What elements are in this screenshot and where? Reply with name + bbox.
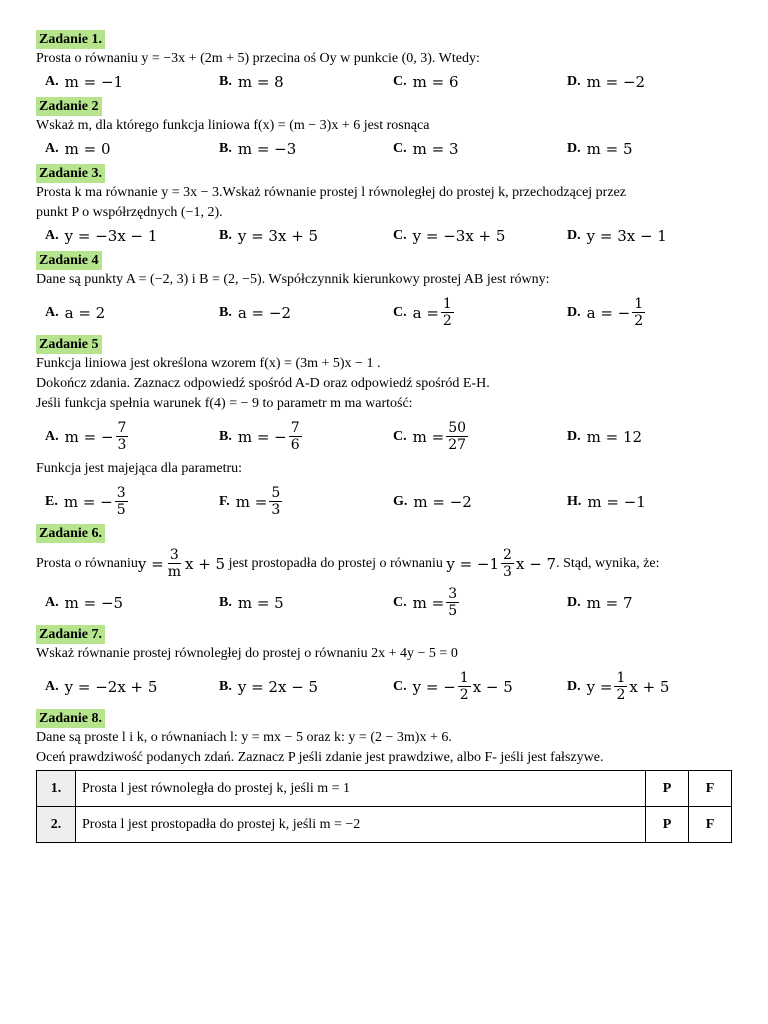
task-title: Zadanie 4 [36, 251, 102, 270]
answer-g[interactable]: G. m = −2 [393, 492, 472, 511]
task-title: Zadanie 6. [36, 524, 105, 543]
task-text: Prosta o równaniu y = $\frac{3}{m}$ x + 5 jest prostopadła do prostej o równaniu y = −1 $\frac{2}{3}$ x − 7 . Stąd, wynika, że: [36, 547, 660, 580]
answer-h[interactable]: H. m = −1 [567, 492, 646, 511]
task-text: Oceń prawdziwość podanych zdań. Zaznacz P jeśli zdanie jest prawdziwe, albo F- jeśli jest fałszywe. [36, 750, 604, 765]
task-title: Zadanie 8. [36, 709, 105, 728]
fraction: $\frac{1}{2}$ [442, 296, 452, 329]
task-1 [36, 30, 732, 91]
task-text: Dane są proste l i k, o równaniach l: y = mx − 5 oraz k: y = (2 − 3m)x + 6. [36, 730, 452, 745]
task-text: punkt P o współrzędnych (−1, 2). [36, 205, 223, 220]
answer-e[interactable]: E. m = − $\frac{3}{5}$ [45, 485, 126, 518]
answer-c[interactable]: C. a = $\frac{1}{2}$ [393, 296, 452, 329]
page [36, 30, 732, 843]
statement: Prosta l jest równoległa do prostej k, jeśli m = 1 [76, 771, 646, 807]
answer-options [36, 73, 732, 91]
answer-a[interactable]: A. a = 2 [45, 303, 106, 322]
fraction: $\frac{3}{5}$ [448, 586, 458, 619]
answer-c[interactable]: C. m = 3 [393, 140, 459, 158]
table-row [37, 807, 732, 843]
task-text: Prosta o równaniu y = −3x + (2m + 5) przecina oś Oy w punkcie (0, 3). Wtedy: [36, 51, 480, 66]
task-4 [36, 251, 732, 329]
task-subline: Funkcja jest majejąca dla parametru: [36, 461, 243, 476]
answer-a[interactable]: A. y = −2x + 5 [45, 677, 158, 696]
answer-a[interactable]: A. m = −1 [45, 73, 124, 91]
fraction: $\frac{50}{27}$ [448, 420, 467, 453]
answer-c[interactable]: C. y = −3x + 5 [393, 227, 506, 245]
task-title: Zadanie 5 [36, 335, 102, 354]
answer-c[interactable]: C. y = − $\frac{1}{2}$ x − 5 [393, 670, 513, 703]
true-option[interactable]: P [646, 807, 689, 843]
answer-b[interactable]: B. m = − $\frac{7}{6}$ [219, 420, 300, 453]
false-option[interactable]: F [689, 807, 732, 843]
answer-d[interactable]: D. a = − $\frac{1}{2}$ [567, 296, 644, 329]
fraction: $\frac{3}{5}$ [116, 485, 126, 518]
answer-options [36, 296, 732, 329]
answer-options-2 [36, 485, 732, 518]
answer-b[interactable]: B. m = −3 [219, 140, 297, 158]
answer-options [36, 227, 732, 245]
task-5 [36, 335, 732, 518]
task-3 [36, 164, 732, 245]
fraction: $\frac{5}{3}$ [271, 485, 281, 518]
fraction: $\frac{1}{2}$ [634, 296, 644, 329]
task-title: Zadanie 1. [36, 30, 105, 49]
fraction: $\frac{7}{3}$ [117, 420, 127, 453]
answer-c[interactable]: C. m = $\frac{50}{27}$ [393, 420, 467, 453]
answer-b[interactable]: B. m = 5 [219, 593, 284, 612]
task-8 [36, 709, 732, 843]
answer-options [36, 420, 732, 453]
answer-options [36, 140, 732, 158]
answer-b[interactable]: B. y = 2x − 5 [219, 677, 319, 696]
answer-d[interactable]: D. y = 3x − 1 [567, 227, 667, 245]
answer-d[interactable]: D. m = 12 [567, 427, 643, 446]
task-7 [36, 625, 732, 703]
task-text: Funkcja liniowa jest określona wzorem f(x) = (3m + 5)x − 1 . [36, 356, 381, 371]
task-text: Prosta k ma równanie y = 3x − 3.Wskaż równanie prostej l równoległej do prostej k, przechodzącej przez [36, 185, 626, 200]
answer-d[interactable]: D. y = $\frac{1}{2}$ x + 5 [567, 670, 670, 703]
answer-a[interactable]: A. y = −3x − 1 [45, 227, 158, 245]
task-title: Zadanie 2 [36, 97, 102, 116]
task-text: Dane są punkty A = (−2, 3) i B = (2, −5). Współczynnik kierunkowy prostej AB jest równy: [36, 272, 550, 287]
answer-c[interactable]: C. m = 6 [393, 73, 459, 91]
answer-c[interactable]: C. m = $\frac{3}{5}$ [393, 586, 458, 619]
row-number: 1. [37, 771, 76, 807]
answer-b[interactable]: B. y = 3x + 5 [219, 227, 319, 245]
answer-d[interactable]: D. m = −2 [567, 73, 646, 91]
row-number: 2. [37, 807, 76, 843]
fraction: $\frac{1}{2}$ [459, 670, 469, 703]
statement: Prosta l jest prostopadła do prostej k, jeśli m = −2 [76, 807, 646, 843]
fraction: $\frac{2}{3}$ [503, 547, 512, 580]
fraction: $\frac{1}{2}$ [616, 670, 626, 703]
table-row [37, 771, 732, 807]
answer-d[interactable]: D. m = 5 [567, 140, 633, 158]
task-text: Dokończ zdania. Zaznacz odpowiedź spośród A-D oraz odpowiedź spośród E-H. [36, 376, 490, 391]
answer-a[interactable]: A. m = − $\frac{7}{3}$ [45, 420, 127, 453]
task-text: Wskaż m, dla którego funkcja liniowa f(x) = (m − 3)x + 6 jest rosnąca [36, 118, 430, 133]
task-title: Zadanie 7. [36, 625, 105, 644]
true-false-table [36, 770, 732, 843]
answer-a[interactable]: A. m = 0 [45, 140, 111, 158]
task-text: Wskaż równanie prostej równoległej do prostej o równaniu 2x + 4y − 5 = 0 [36, 646, 458, 661]
task-text: Jeśli funkcja spełnia warunek f(4) = − 9 to parametr m ma wartość: [36, 396, 413, 411]
fraction: $\frac{7}{6}$ [290, 420, 300, 453]
task-2 [36, 97, 732, 158]
answer-d[interactable]: D. m = 7 [567, 593, 633, 612]
answer-b[interactable]: B. m = 8 [219, 73, 284, 91]
task-title: Zadanie 3. [36, 164, 105, 183]
answer-a[interactable]: A. m = −5 [45, 593, 124, 612]
answer-f[interactable]: F. m = $\frac{5}{3}$ [219, 485, 281, 518]
task-6 [36, 524, 732, 619]
false-option[interactable]: F [689, 771, 732, 807]
answer-b[interactable]: B. a = −2 [219, 303, 292, 322]
true-option[interactable]: P [646, 771, 689, 807]
answer-options [36, 670, 732, 703]
fraction: $\frac{3}{m}$ [167, 547, 181, 580]
answer-options [36, 586, 732, 619]
